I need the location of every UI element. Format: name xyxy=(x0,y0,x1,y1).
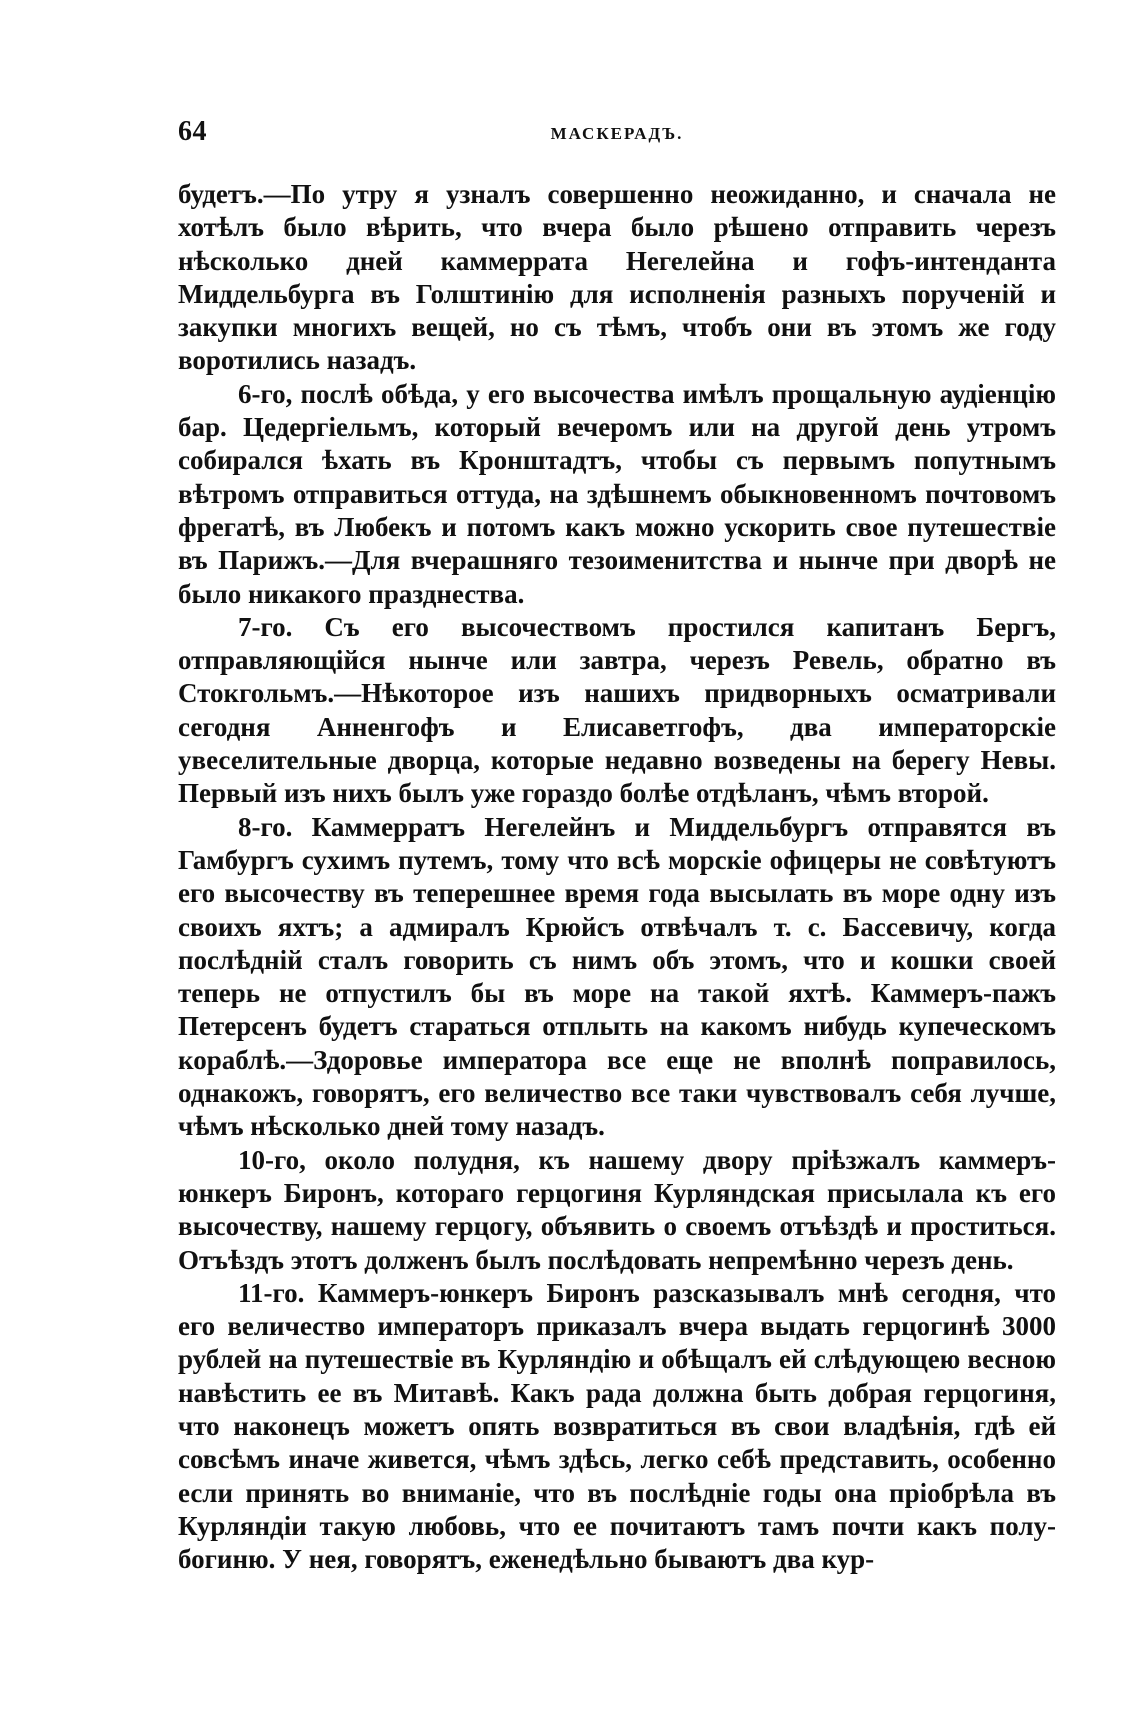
running-title: МАСКЕРАДЪ. xyxy=(550,124,684,143)
paragraph-entry-11: 11-го. Каммеръ-юнкеръ Биронъ разсказывалъ мнѣ сегодня, что его величество императоръ приказалъ вчера выдать герцогинѣ 3000 рублей на путешествіе въ Курляндію и обѣщалъ ей слѣдующею весною навѣстить ее въ Митавѣ. Какъ рада должна быть добрая герцогиня, что наконецъ можетъ опять возвратиться въ свои владѣнія, гдѣ ей совсѣмъ иначе живется, чѣмъ здѣсь, легко себѣ представить, особенно если принять во вниманіе, что въ послѣдніе годы она пріобрѣла въ Курляндіи такую любовь, что ее почитаютъ тамъ почти какъ полу-богиню. У нея, говорятъ, еженедѣльно бываютъ два кур- xyxy=(178,1277,1056,1575)
paragraph-entry-10: 10-го, около полудня, къ нашему двору пріѣзжалъ каммеръ-юнкеръ Биронъ, котораго герцогиня Курляндская присылала къ его высочеству, нашему герцогу, объявить о своемъ отъѣздѣ и проститься. Отъѣздъ этотъ долженъ былъ послѣдовать непремѣнно черезъ день. xyxy=(178,1144,1056,1275)
page-header xyxy=(178,116,1056,156)
paragraph-continuation: будетъ.—По утру я узналъ совершенно неожиданно, и сначала не хотѣлъ было вѣрить, что вчера было рѣшено отправить черезъ нѣсколько дней каммеррата Негелейна и гофъ-интенданта Миддельбурга въ Голштинію для исполненія разныхъ порученій и закупки многихъ вещей, но съ тѣмъ, чтобъ они въ этомъ же году воротились назадъ. xyxy=(178,179,1056,376)
paragraph-entry-6: 6-го, послѣ обѣда, у его высочества имѣлъ прощальную аудіенцію бар. Цедергіельмъ, который вечеромъ или на другой день утромъ собирался ѣхать въ Кронштадтъ, чтобы съ первымъ попутнымъ вѣтромъ отправиться оттуда, на здѣшнемъ обыкновенномъ почтовомъ фрегатѣ, въ Любекъ и потомъ какъ можно ускорить свое путешествіе въ Парижъ.—Для вчерашняго тезоименитства и нынче при дворѣ не было никакого празднества. xyxy=(178,378,1056,609)
page-number: 64 xyxy=(178,116,207,147)
paragraph-entry-7: 7-го. Съ его высочествомъ простился капитанъ Бергъ, отправляющійся нынче или завтра, черезъ Ревель, обратно въ Стокгольмъ.—Нѣкоторое изъ нашихъ придворныхъ осматривали сегодня Анненгофъ и Елисаветгофъ, два императорскіе увеселительные дворца, которые недавно возведены на берегу Невы. Первый изъ нихъ былъ уже гораздо болѣе отдѣланъ, чѣмъ второй. xyxy=(178,611,1056,809)
body-text xyxy=(178,178,1056,1576)
paragraph-entry-8: 8-го. Каммерратъ Негелейнъ и Миддельбургъ отправятся въ Гамбургъ сухимъ путемъ, тому что всѣ морскіе офицеры не совѣтуютъ его высочеству въ теперешнее время года высылать въ море одну изъ своихъ яхтъ; а адмиралъ Крюйсъ отвѣчалъ т. с. Бассевичу, когда послѣдній сталъ говорить съ нимъ объ этомъ, что и кошки своей теперь не отпустилъ бы въ море на такой яхтѣ. Каммеръ-пажъ Петерсенъ будетъ стараться отплыть на какомъ нибудь купеческомъ кораблѣ.—Здоровье императора все еще не вполнѣ поправилось, однакожъ, говорятъ, его величество все таки чувствовалъ себя лучше, чѣмъ нѣсколько дней тому назадъ. xyxy=(178,811,1056,1142)
